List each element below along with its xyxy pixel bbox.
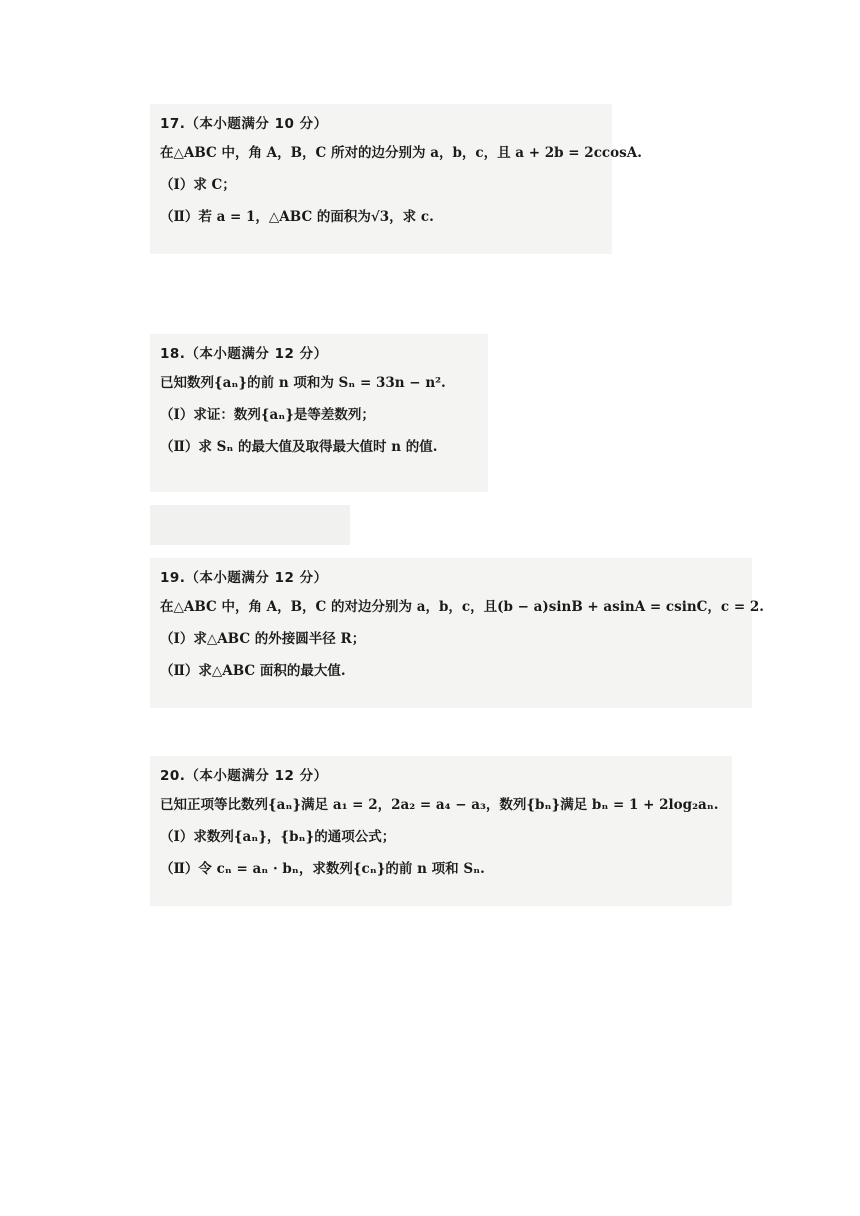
problem-18-part-1: （Ⅰ）求证：数列{aₙ}是等差数列；	[160, 407, 375, 423]
problem-17-part-2: （Ⅱ）若 a = 1，△ABC 的面积为√3，求 c.	[160, 209, 434, 225]
problem-18-header: 18.（本小题满分 12 分）	[160, 346, 328, 362]
problem-20-statement: 已知正项等比数列{aₙ}满足 a₁ = 2，2a₂ = a₄ − a₃，数列{bₙ}满足 bₙ = 1 + 2log₂aₙ.	[160, 797, 719, 813]
problem-17-header: 17.（本小题满分 10 分）	[160, 116, 328, 132]
problem-20-part-1: （Ⅰ）求数列{aₙ}，{bₙ}的通项公式；	[160, 829, 396, 845]
problem-20-header: 20.（本小题满分 12 分）	[160, 768, 328, 784]
problem-18	[150, 334, 488, 492]
problem-19-header: 19.（本小题满分 12 分）	[160, 570, 328, 586]
problem-20-part-2: （Ⅱ）令 cₙ = aₙ · bₙ，求数列{cₙ}的前 n 项和 Sₙ.	[160, 861, 485, 877]
problem-19-statement: 在△ABC 中，角 A，B，C 的对边分别为 a，b，c，且(b − a)sinB + asinA = csinC，c = 2.	[160, 599, 764, 615]
problem-18-part-2: （Ⅱ）求 Sₙ 的最大值及取得最大值时 n 的值.	[160, 439, 438, 455]
problem-20	[150, 756, 732, 906]
problem-17-part-1: （Ⅰ）求 C；	[160, 177, 236, 193]
problem-17	[150, 104, 642, 254]
problem-19-part-1: （Ⅰ）求△ABC 的外接圆半径 R；	[160, 631, 366, 647]
problem-17-statement: 在△ABC 中，角 A，B，C 所对的边分别为 a，b，c，且 a + 2b = 2ccosA.	[160, 145, 642, 161]
problem-19-part-2: （Ⅱ）求△ABC 面积的最大值.	[160, 663, 346, 679]
problem-18-statement: 已知数列{aₙ}的前 n 项和为 Sₙ = 33n − n².	[160, 375, 446, 391]
scan-smudge	[150, 505, 350, 545]
problem-19	[150, 558, 764, 708]
